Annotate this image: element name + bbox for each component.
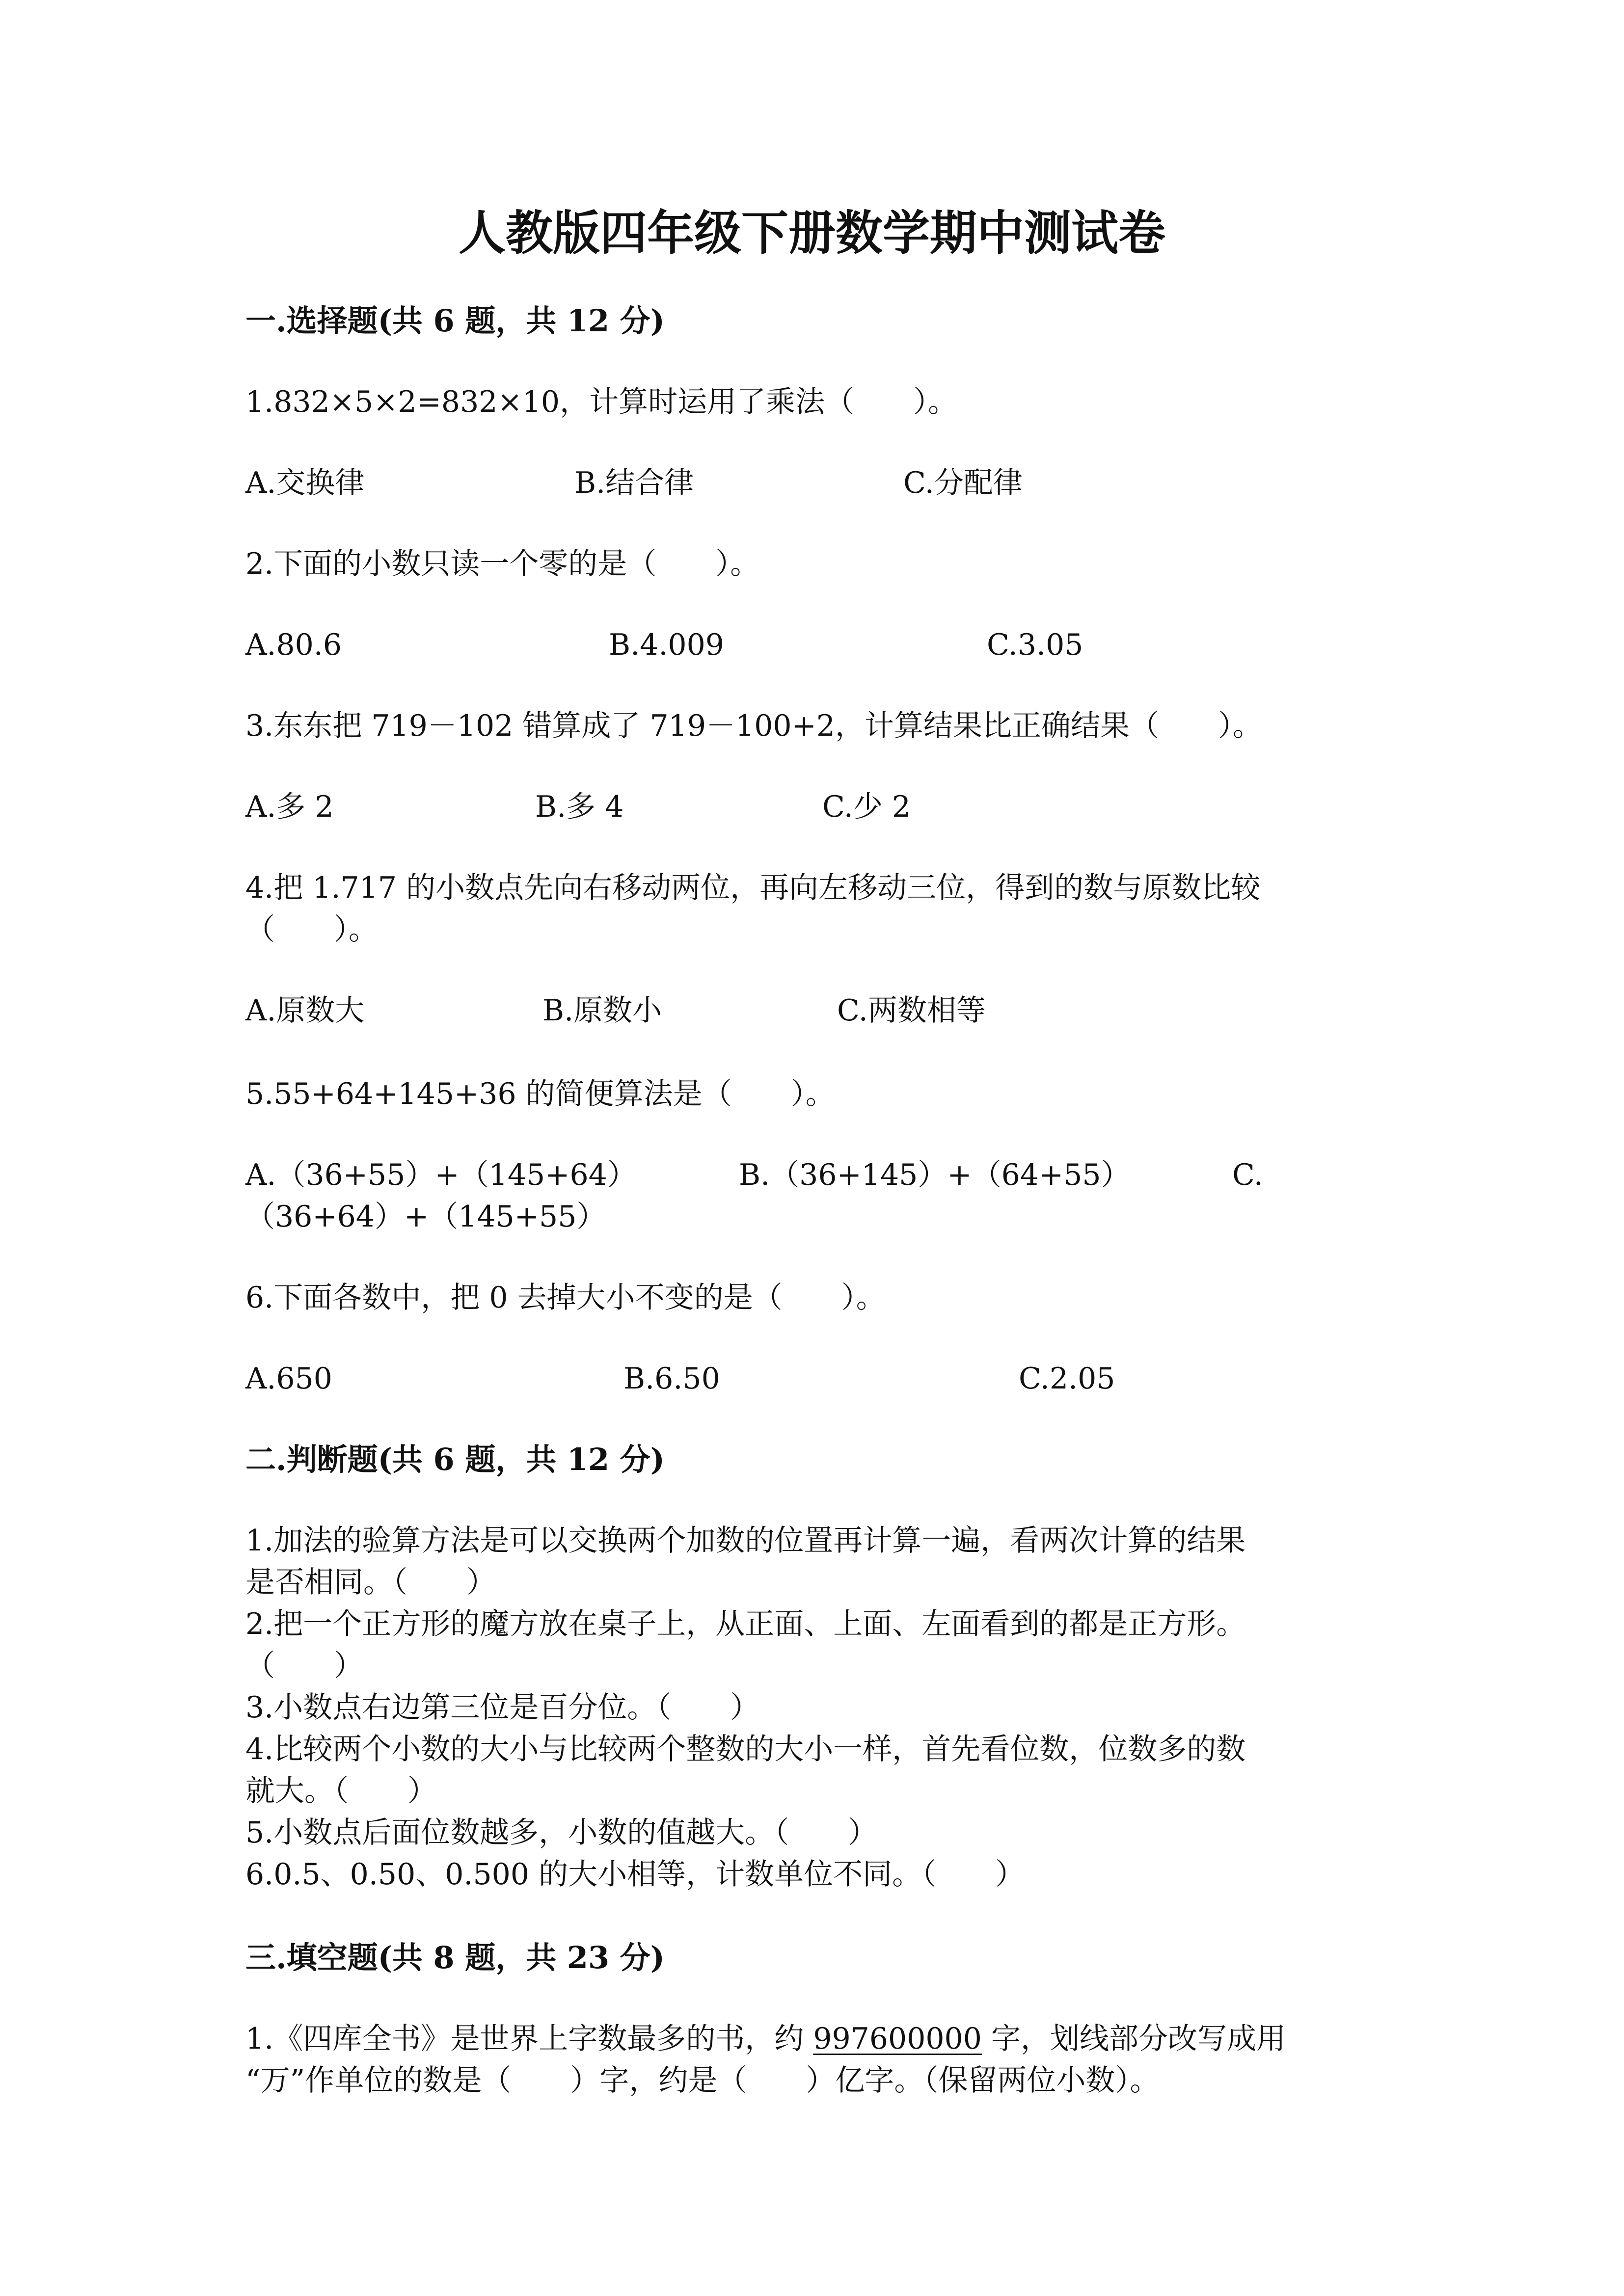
option: A.多 2 [245,790,334,824]
fill-question-line: “万”作单位的数是（ ）字，约是（ ）亿字。（保留两位小数）。 [245,2063,1160,2098]
section-heading-fill-blank: 三.填空题(共 8 题，共 23 分) [245,1940,665,1976]
judgment-line: 5.小数点后面位数越多，小数的值越大。（ ） [245,1815,878,1850]
fill-question-text: 字，划线部分改写成用 [981,2022,1286,2056]
option: C.3.05 [987,628,1083,662]
option: A.650 [245,1362,332,1396]
judgment-line: 4.比较两个小数的大小与比较两个整数的大小一样，首先看位数，位数多的数 [245,1732,1246,1766]
fill-question-line [245,2017,1286,2060]
option: B.（36+145）+（64+55） [739,1158,1131,1192]
option: A.80.6 [245,628,342,662]
question-text: 4.把 1.717 的小数点先向右移动两位，再向左移动三位，得到的数与原数比较 [245,871,1261,905]
option: C.少 2 [822,790,911,824]
option: C.2.05 [1019,1362,1115,1396]
fill-question-text: 1.《四库全书》是世界上字数最多的书，约 [245,2022,813,2056]
judgment-line: 1.加法的验算方法是可以交换两个加数的位置再计算一遍，看两次计算的结果 [245,1523,1246,1558]
option: B.4.009 [609,628,724,662]
option: C.分配律 [903,466,1023,500]
option: B.6.50 [623,1362,720,1396]
question-text: 6.下面各数中，把 0 去掉大小不变的是（ ）。 [245,1281,886,1315]
option: C.两数相等 [837,993,986,1028]
question-text: 1.832×5×2=832×10，计算时运用了乘法（ ）。 [245,385,958,419]
judgment-line: 就大。（ ） [245,1774,437,1808]
option: A.原数大 [245,993,365,1028]
judgment-line: 3.小数点右边第三位是百分位。（ ） [245,1690,760,1725]
question-text: 2.下面的小数只读一个零的是（ ）。 [245,547,760,581]
section-heading-choice: 一.选择题(共 6 题，共 12 分) [245,303,665,339]
judgment-line: 是否相同。（ ） [245,1565,496,1600]
question-text: 3.东东把 719－102 错算成了 719－100+2，计算结果比正确结果（ ）。 [245,709,1262,743]
question-text-continued: （ ）。 [245,912,378,947]
page-title: 人教版四年级下册数学期中测试卷 [459,205,1165,261]
judgment-line: 2.把一个正方形的魔方放在桌子上，从正面、上面、左面看到的都是正方形。 [245,1607,1246,1641]
option: A.（36+55）+（145+64） [245,1158,637,1192]
option: C. [1232,1158,1263,1192]
judgment-line: （ ） [245,1649,363,1683]
option: B.原数小 [542,993,662,1028]
option: B.结合律 [574,466,694,500]
question-text: 5.55+64+145+36 的简便算法是（ ）。 [245,1077,835,1111]
section-heading-true-false: 二.判断题(共 6 题，共 12 分) [245,1442,665,1477]
option-continued: （36+64）+（145+55） [245,1200,606,1234]
option: A.交换律 [245,466,365,500]
underlined-number: 997600000 [813,2022,982,2056]
judgment-line: 6.0.5、0.50、0.500 的大小相等，计数单位不同。（ ） [245,1857,1025,1892]
option: B.多 4 [535,790,624,824]
